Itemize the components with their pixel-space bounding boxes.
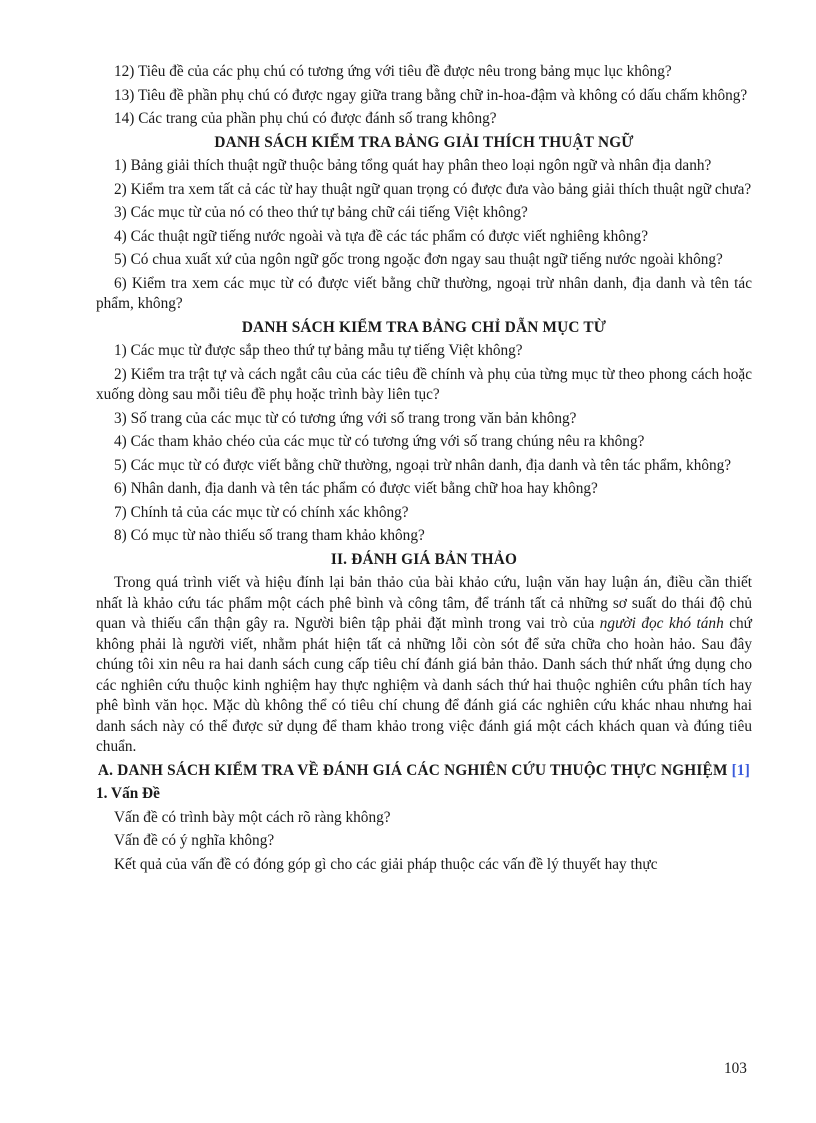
index-checklist <box>96 318 752 547</box>
list-item: 2) Kiểm tra xem tất cả các từ hay thuật ngữ quan trọng có được đưa vào bảng giải thích thuật ngữ chưa? <box>114 180 752 198</box>
list-item: 6) Kiểm tra xem các mục từ có được viết bằng chữ thường, ngoại trừ nhân danh, địa danh và tên tác phẩm, không? <box>96 274 752 312</box>
list-item: 3) Số trang của các mục từ có tương ứng với số trang trong văn bản không? <box>114 409 577 427</box>
paragraph-text: chứ không phải là người viết, nhằm phát hiện tất cả những lỗi còn sót để sửa chữa cho hoàn hảo. Sau đây chúng tôi xin nêu ra hai danh sách cung cấp tiêu chí đánh giá bản thảo. Danh sách thứ nhất ứng dụng cho các nghiên cứu thuộc kinh nghiệm hay thực nghiệm và danh sách thứ hai thuộc nghiên cứu phân tích hay phê bình văn học. Mặc dù không thể có tiêu chí chung để đánh giá các nghiên cứu khác nhau nhưng hai danh sách này có thể được sử dụng để tham khảo trong việc đánh giá một cách khách quan và đúng tiêu chuẩn. <box>96 615 752 755</box>
paragraph-text: Trong quá trình viết và hiệu đính lại bản thảo của bài khảo cứu, luận văn hay luận án, điều cần thiết nhất là khảo cứu tác phẩm một cách phê bình và công tâm, để tránh tất cả những sơ suất do thái độ chủ quan và thiếu cẩn thận gây ra. Người biên tập phải đặt mình trong vai trò của <box>96 574 752 632</box>
footnote-reference-link[interactable]: [1] <box>731 761 751 779</box>
section-heading: II. ĐÁNH GIÁ BẢN THẢO <box>330 550 518 568</box>
manuscript-evaluation <box>96 550 752 758</box>
list-item: 14) Các trang của phần phụ chú có được đánh số trang không? <box>114 110 497 127</box>
list-item: 7) Chính tả của các mục từ có chính xác không? <box>114 503 409 521</box>
list-item: 12) Tiêu đề của các phụ chú có tương ứng với tiêu đề được nêu trong bảng mục lục không? <box>114 63 672 80</box>
list-item: 1) Các mục từ được sắp theo thứ tự bảng mẫu tự tiếng Việt không? <box>114 342 523 359</box>
list-item: 4) Các thuật ngữ tiếng nước ngoài và tựa đề các tác phẩm có được viết nghiêng không? <box>114 227 648 245</box>
heading-text: A. DANH SÁCH KIỂM TRA VỀ ĐÁNH GIÁ CÁC NGHIÊN CỨU THUỘC THỰC NGHIỆM <box>97 761 728 779</box>
body-paragraph <box>96 573 752 758</box>
list-item: 13) Tiêu đề phần phụ chú có được ngay giữa trang bằng chữ in-hoa-đậm và không có dấu chấm không? <box>114 86 748 104</box>
list-item: 2) Kiểm tra trật tự và cách ngắt câu của các tiêu đề chính và phụ của từng mục từ theo phong cách hoặc xuống dòng sau mỗi tiêu đề phụ hoặc trình bày liên tục? <box>96 365 752 403</box>
document-page <box>96 62 752 878</box>
experimental-checklist <box>96 761 752 876</box>
section-heading: DANH SÁCH KIỂM TRA BẢNG CHỈ DẪN MỤC TỪ <box>241 318 607 336</box>
list-item: 5) Các mục từ có được viết bằng chữ thường, ngoại trừ nhân danh, địa danh và tên tác phẩm, không? <box>114 456 732 474</box>
list-item: 1) Bảng giải thích thuật ngữ thuộc bảng tổng quát hay phân theo loại ngôn ngữ và nhân địa danh? <box>114 157 712 174</box>
list-item: Kết quả của vấn đề có đóng góp gì cho các giải pháp thuộc các vấn đề lý thuyết hay thực <box>114 855 658 873</box>
glossary-checklist <box>96 133 752 315</box>
list-item: 3) Các mục từ của nó có theo thứ tự bảng chữ cái tiếng Việt không? <box>114 204 528 221</box>
appendix-checklist-tail <box>96 62 752 130</box>
list-item: 8) Có mục từ nào thiếu số trang tham khảo không? <box>114 527 425 544</box>
list-item: 4) Các tham khảo chéo của các mục từ có tương ứng với số trang chúng nêu ra không? <box>114 433 645 450</box>
page-number: 103 <box>724 1060 747 1077</box>
list-item: 5) Có chua xuất xứ của ngôn ngữ gốc trong ngoặc đơn ngay sau thuật ngữ tiếng nước ngoài không? <box>114 251 723 268</box>
section-heading: DANH SÁCH KIỂM TRA BẢNG GIẢI THÍCH THUẬT NGỮ <box>214 133 634 151</box>
section-heading <box>96 761 752 782</box>
list-item: Vấn đề có trình bày một cách rõ ràng không? <box>114 808 391 826</box>
subsection-heading: 1. Vấn Đề <box>96 785 160 802</box>
list-item: Vấn đề có ý nghĩa không? <box>114 832 275 849</box>
emphasis-text: người đọc khó tánh <box>599 615 724 632</box>
list-item: 6) Nhân danh, địa danh và tên tác phẩm có được viết bằng chữ hoa hay không? <box>114 480 598 497</box>
